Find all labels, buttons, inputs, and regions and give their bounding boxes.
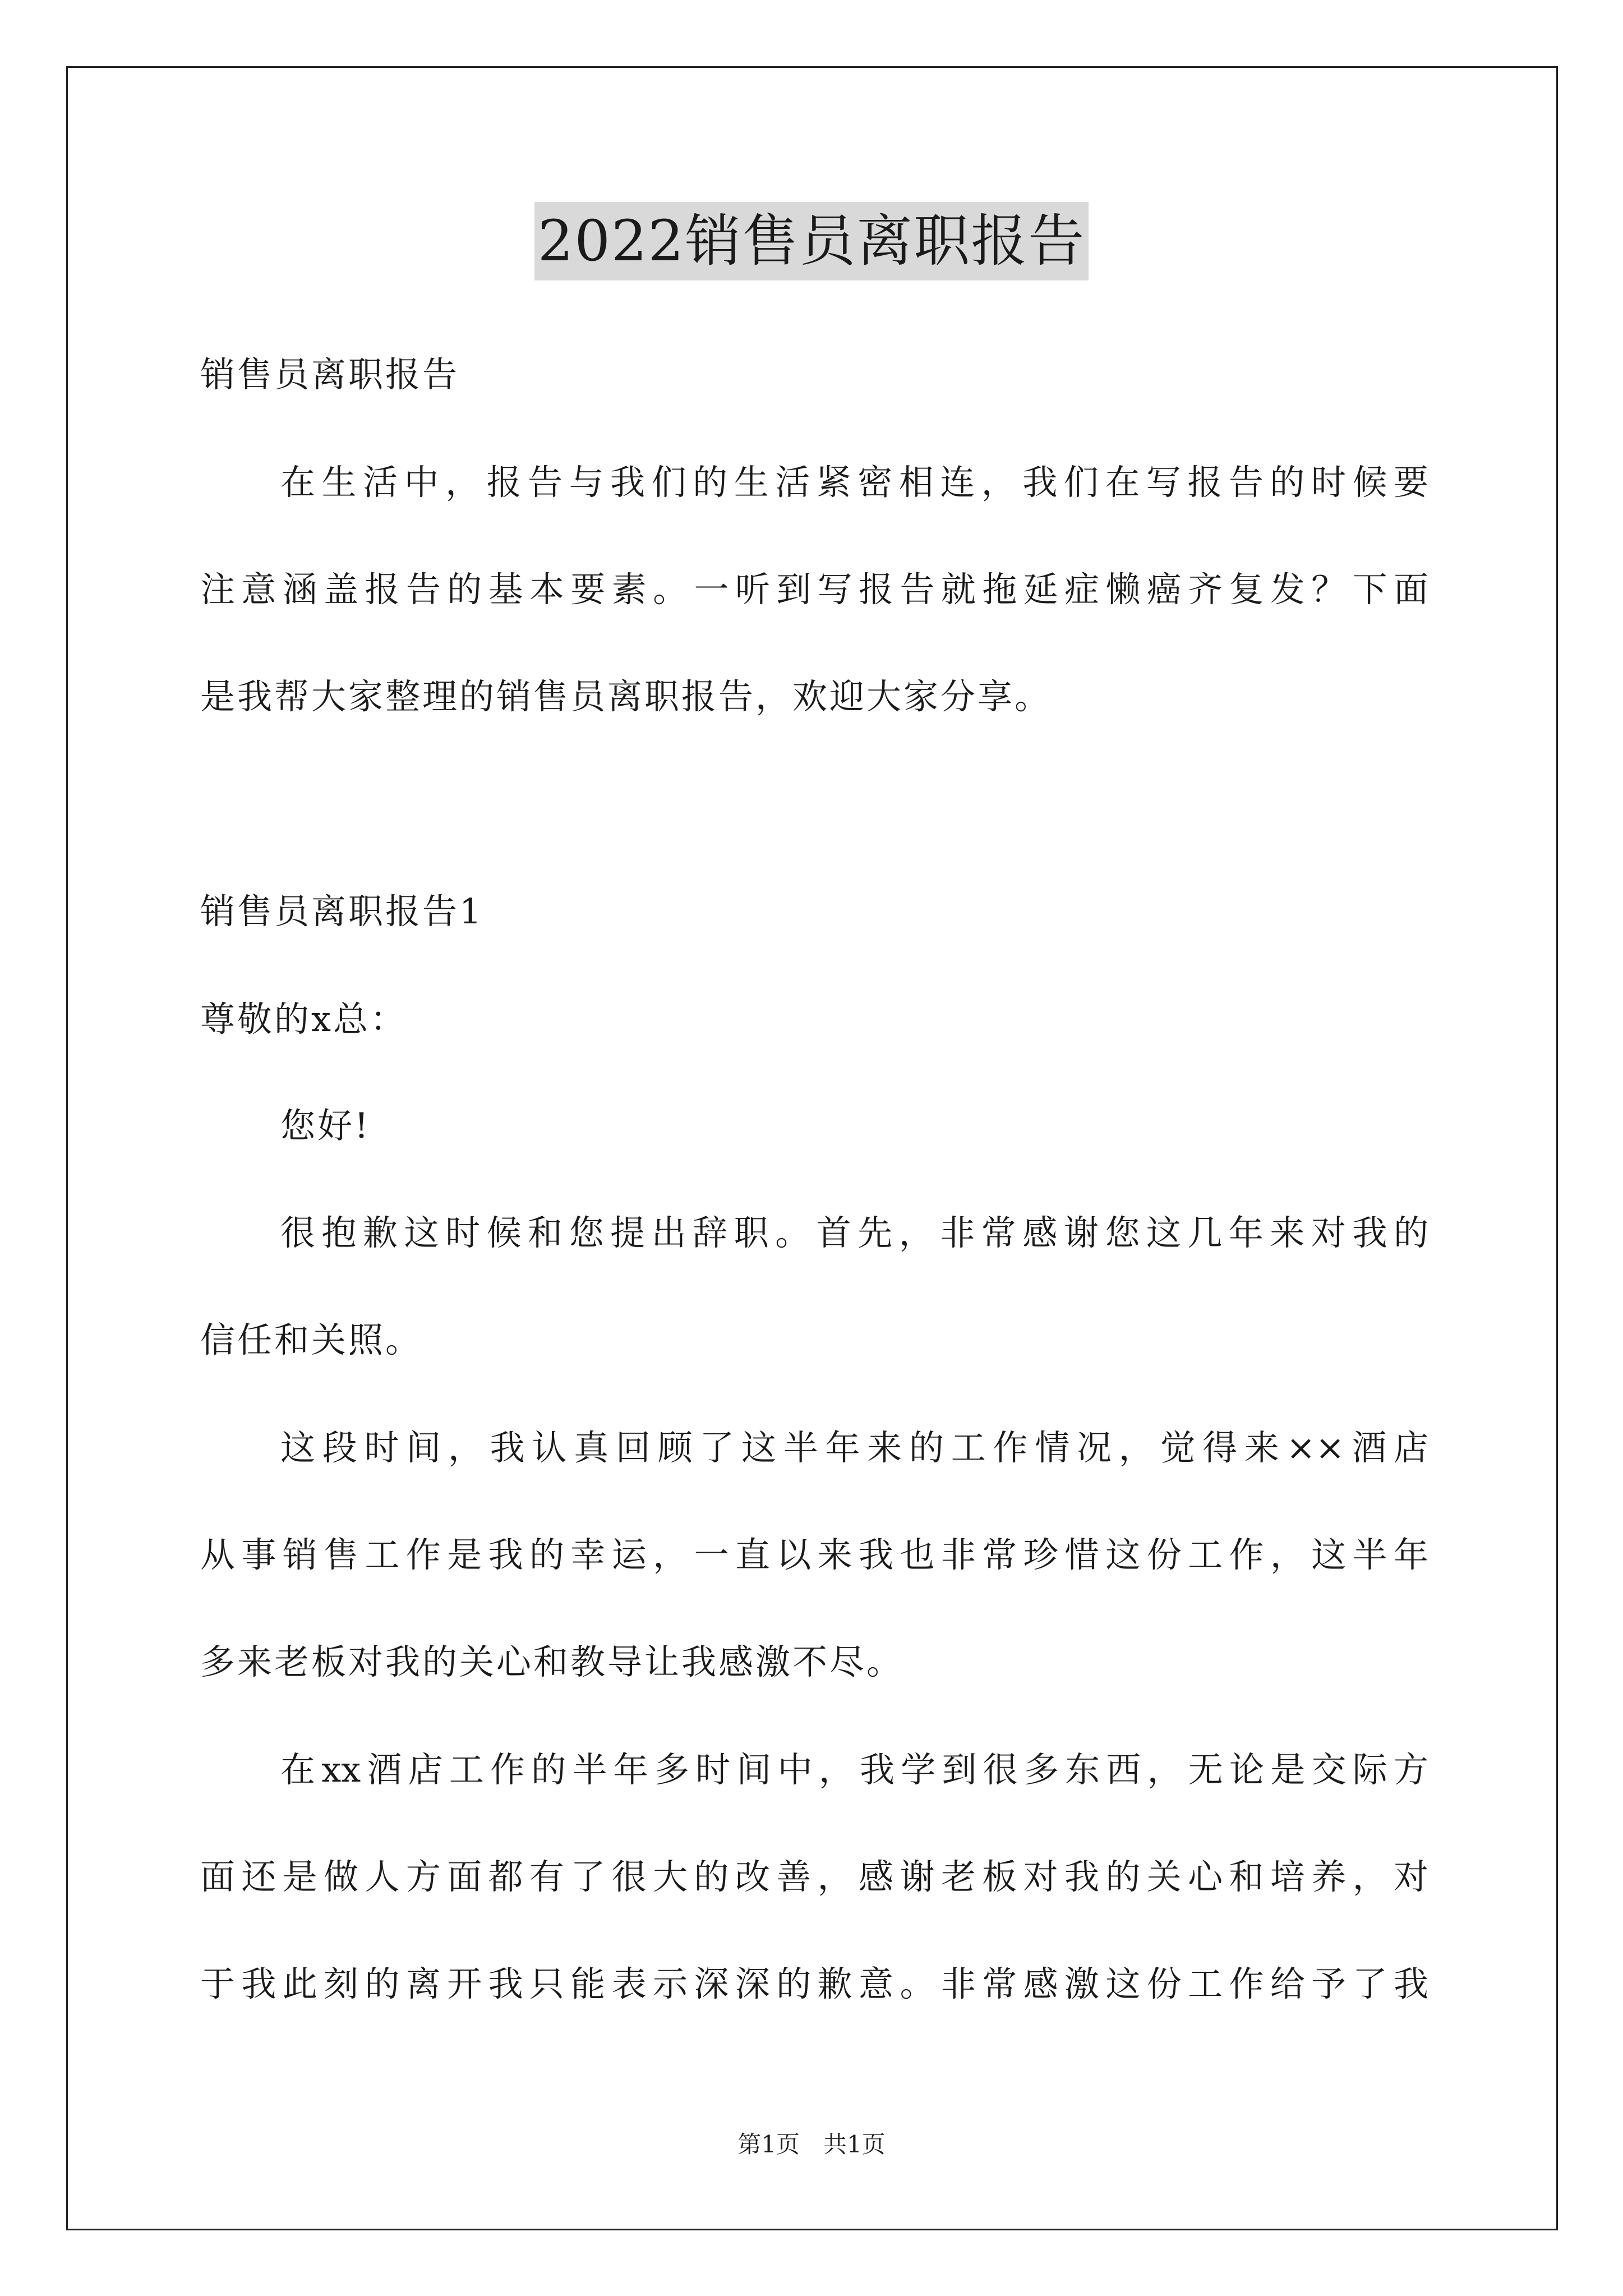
- paragraph2-line-1: 这段时间，我认真回顾了这半年来的工作情况，觉得来××酒店: [280, 1427, 1428, 1468]
- paragraph2-line-2: 从事销售工作是我的幸运，一直以来我也非常珍惜这份工作，这半年: [200, 1534, 1428, 1575]
- paragraph1-line-2: 信任和关照。: [200, 1319, 423, 1360]
- document-title: 2022销售员离职报告: [534, 202, 1089, 280]
- intro-line-1: 在生活中，报告与我们的生活紧密相连，我们在写报告的时候要: [280, 462, 1428, 503]
- paragraph2-line-3: 多来老板对我的关心和教导让我感激不尽。: [200, 1641, 904, 1682]
- document-subtitle: 销售员离职报告: [200, 354, 460, 395]
- greeting: 您好!: [280, 1105, 371, 1146]
- intro-line-3: 是我帮大家整理的销售员离职报告，欢迎大家分享。: [200, 676, 1052, 717]
- paragraph3-line-3: 于我此刻的离开我只能表示深深的歉意。非常感激这份工作给予了我: [200, 1963, 1428, 2004]
- section-title: 销售员离职报告1: [200, 891, 484, 932]
- intro-line-2: 注意涵盖报告的基本要素。一听到写报告就拖延症懒癌齐复发？下面: [200, 569, 1428, 610]
- paragraph1-line-1: 很抱歉这时候和您提出辞职。首先，非常感谢您这几年来对我的: [280, 1212, 1428, 1253]
- page-footer: 第1页 共1页: [737, 2131, 886, 2158]
- salutation: 尊敬的x总：: [200, 999, 407, 1039]
- paragraph3-line-1: 在xx酒店工作的半年多时间中，我学到很多东西，无论是交际方: [280, 1749, 1428, 1790]
- title-container: [0, 202, 1623, 280]
- paragraph3-line-2: 面还是做人方面都有了很大的改善，感谢老板对我的关心和培养，对: [200, 1856, 1428, 1897]
